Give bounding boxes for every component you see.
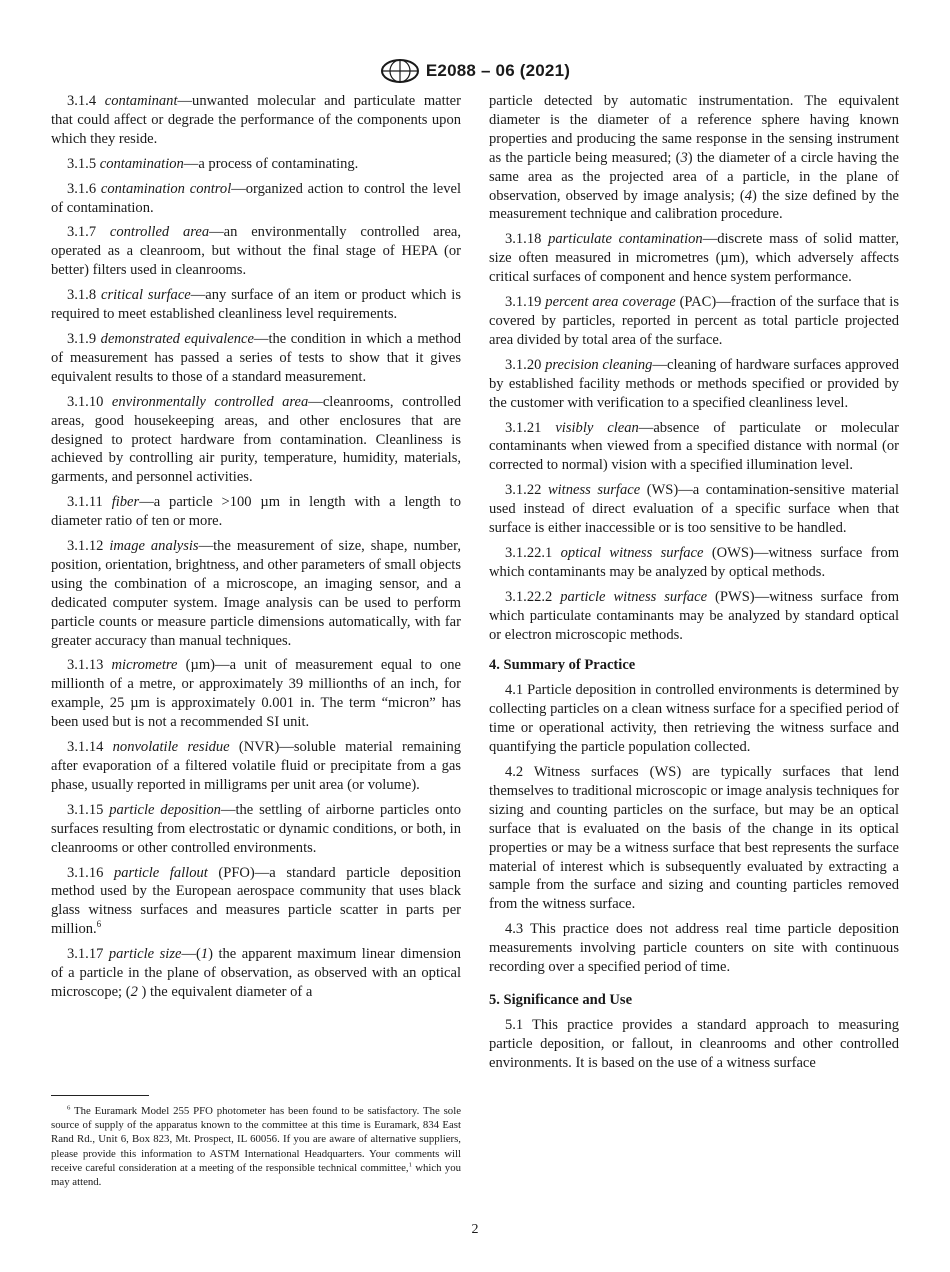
- definition-number: 3.1.9: [67, 330, 97, 347]
- definition-text: particle detected by automatic instrumentation. The equivalent diameter is the diameter of a reference sphere having known properties and producing the same response in the sensing instrument as the particle being measured; (: [489, 93, 899, 166]
- definition-text: —a process of contaminating.: [183, 155, 359, 172]
- definition-text: —the condition in which a method of measurement has passed a series of tests to show that it gives equivalent results to those of a standard measurement.: [51, 330, 461, 385]
- definition-term: optical witness surface: [560, 544, 704, 561]
- definition-number: 3.1.4: [67, 93, 97, 109]
- footnote-divider: [51, 1095, 149, 1096]
- definition-3-1-20: [489, 356, 899, 413]
- definition-term: contamination: [99, 155, 184, 172]
- item-number: 2: [130, 983, 138, 1000]
- definition-text: —cleanrooms, controlled areas, good housekeeping areas, and other enclosures that are designed to protect hardware from contamination. Cleanliness is achieved by controlling air purity, temperature, humidity, materials, garments, and personnel activities.: [51, 393, 462, 486]
- definition-text: (NVR)—soluble material remaining after evaporation of a filtered volatile fluid or precipitate from a gas phase, usually reported in milligrams per unit area (or volume).: [51, 739, 462, 793]
- footnote-ref: 1: [408, 1161, 412, 1169]
- definition-3-1-11: [51, 493, 461, 531]
- footnote-ref: 6: [96, 919, 102, 930]
- definition-3-1-14: [51, 738, 461, 795]
- definition-text: (PWS)—witness surface from which particulate contaminants may be analyzed by standard optical or electron microscopic methods.: [489, 588, 900, 643]
- paragraph: 4.2 Witness surfaces (WS) are typically surfaces that lend themselves to traditional microscopic or image analysis techniques for sizing and counting particles on the surface, but may be an optical surface that is evaluated on the basis of the change in its optical properties or may be a witness surface that best represents the surface material of interest which is subsequently evaluated by extracting a sample from the surface and sizing and counting particles removed from the witness surface.: [489, 764, 899, 913]
- definition-3-1-15: [51, 801, 461, 858]
- definition-3-1-6: [51, 180, 461, 218]
- paragraph: 4.1 Particle deposition in controlled environments is determined by collecting particles on a clean witness surface for a specified period of time or operational activity, then retrieving the witness surface and quantifying the particle population collected.: [489, 682, 899, 756]
- definition-3-1-17: [51, 945, 461, 1002]
- footnote-text: The Euramark Model 255 PFO photometer has been found to be satisfactory. The sole source of supply of the apparatus known to the committee at this time is Euramark, 834 East Rand Rd., Unit 6, Box 823, Mt. Prospect, IL 60056. If you are aware of alternative suppliers, please provide this information to ASTM International Headquarters. Your comments will receive careful consideration at a meeting of the responsible technical committee,: [51, 1105, 461, 1174]
- definition-text: —absence of particulate or molecular contaminants when viewed from a specified distance with normal (or corrected to normal) vision with a specified illumination level.: [489, 419, 899, 474]
- definition-text: (µm)—a unit of measurement equal to one millionth of a metre, or approximately 39 millionths of an inch, for example, 25 µm is approximately 0.001 in. The term “micron” has been used but is not a recommended SI unit.: [51, 657, 461, 731]
- definition-text: —unwanted molecular and particulate matter that could affect or degrade the performance of the components upon which they reside.: [51, 93, 461, 147]
- definition-3-1-12: [51, 537, 461, 650]
- definition-term: environmentally controlled area: [111, 393, 309, 410]
- definition-3-1-21: [489, 419, 899, 476]
- definition-number: 3.1.6: [67, 180, 97, 197]
- standard-designation: E2088 – 06 (2021): [425, 61, 571, 80]
- definition-number: 3.1.14: [67, 739, 104, 756]
- paragraph: 5.1 This practice provides a standard approach to measuring particle deposition, or fallout, in cleanrooms and other controlled environments. It is based on the use of a witness surface: [489, 1016, 899, 1071]
- paragraph: 4.3 This practice does not address real time particle deposition measurements involving particle counters on site with continuous recording over a specified period of time.: [489, 921, 899, 976]
- page-header: [0, 58, 950, 89]
- definition-term: contaminant: [104, 93, 178, 109]
- definition-3-1-10: [51, 393, 461, 488]
- definition-text: ) the size defined by the measurement technique and calibration procedure.: [489, 187, 899, 223]
- definition-3-1-16: [51, 864, 461, 940]
- definition-term: visibly clean: [555, 419, 639, 436]
- definition-number: 3.1.17: [67, 946, 104, 963]
- definition-text: —the measurement of size, shape, number, position, orientation, brightness, and other parameters of small objects using the combination of a microscope, an imaging sensor, and a dedicated computer system. Image analysis can be used to perform particle counts or measure particle dimensions automatically, with far greater accuracy than manual techniques.: [51, 538, 462, 649]
- definition-text: —organized action to control the level of contamination.: [51, 180, 461, 216]
- definition-term: micrometre: [111, 657, 178, 674]
- definition-3-1-7: [51, 223, 461, 280]
- definition-term: particle fallout: [113, 864, 208, 881]
- definition-number: 3.1.21: [505, 419, 542, 436]
- definition-number: 3.1.15: [67, 801, 104, 818]
- definition-term: contamination control: [100, 180, 232, 197]
- definition-text: —a particle >100 µm in length with a length to diameter ratio of ten or more.: [51, 494, 461, 530]
- definition-number: 3.1.13: [67, 657, 104, 674]
- definition-text: ) the apparent maximum linear dimension of a particle in the plane of observation, as observed with an optical microscope; (: [51, 946, 462, 1000]
- definition-text: —the settling of airborne particles onto surfaces resulting from electrostatic or dynamic conditions, or both, in cleanrooms or other controlled environments.: [51, 801, 461, 856]
- section-5-title: 5. Significance and Use: [489, 991, 633, 1008]
- definition-number: 3.1.11: [67, 494, 103, 511]
- definition-3-1-17-continued: [489, 92, 899, 224]
- footnote-marker: 6: [67, 1104, 71, 1112]
- definition-number: 3.1.5: [67, 155, 97, 172]
- definition-number: 3.1.7: [67, 224, 97, 241]
- definition-term: precision cleaning: [545, 356, 653, 373]
- definition-number: 3.1.20: [505, 356, 542, 373]
- footnote-text: which you may attend.: [51, 1161, 462, 1189]
- definition-text: (PAC)—fraction of the surface that is covered by particles, reported in percent as total particle projected area divided by total area of the surface.: [489, 294, 899, 348]
- left-column: [51, 92, 461, 1008]
- definition-term: witness surface: [547, 482, 641, 499]
- definition-term: fiber: [111, 494, 140, 511]
- definition-3-1-22-2: [489, 588, 899, 645]
- definition-number: 3.1.22: [505, 482, 542, 499]
- definition-text: —(: [181, 946, 201, 963]
- definition-term: particle size: [108, 946, 182, 963]
- definition-number: 3.1.10: [67, 393, 104, 410]
- definition-term: percent area coverage: [545, 294, 676, 311]
- definition-text: (PFO)—a standard particle deposition method used by the European aerospace community that uses black glass witness surfaces and measures particle scatter in parts per million.: [51, 864, 462, 938]
- section-4-title: 4. Summary of Practice: [489, 657, 636, 674]
- definition-term: nonvolatile residue: [112, 739, 230, 756]
- definition-text: (WS)—a contamination-sensitive material used instead of direct evaluation of a specific surface when that surface is either inaccessible or is too sensitive to be handled.: [489, 482, 899, 537]
- page-number: 2: [471, 1222, 479, 1237]
- item-number: 1: [200, 946, 209, 963]
- definition-term: particle witness surface: [560, 588, 708, 605]
- definition-text: —an environmentally controlled area, operated as a cleanroom, but without the final stage of HEPA (or better) filters used in cleanrooms.: [51, 224, 462, 279]
- definition-number: 3.1.22.1: [505, 544, 553, 561]
- astm-logo-icon: [380, 58, 420, 84]
- definition-term: controlled area: [109, 224, 210, 241]
- definition-3-1-5: [51, 155, 461, 174]
- item-number: 3: [680, 149, 688, 166]
- definition-3-1-22-1: [489, 544, 899, 582]
- definition-3-1-13: [51, 656, 461, 732]
- definition-text: —cleaning of hardware surfaces approved by established facility methods or methods specified or provided by the customer with verification to a specified cleanliness level.: [489, 356, 899, 411]
- definition-term: particle deposition: [109, 801, 221, 818]
- definition-term: demonstrated equivalence: [100, 330, 254, 347]
- definition-number: 3.1.8: [67, 287, 97, 304]
- definition-number: 3.1.19: [505, 294, 542, 311]
- definition-number: 3.1.18: [505, 231, 542, 248]
- definition-term: particulate contamination: [548, 231, 703, 248]
- definition-3-1-18: [489, 230, 899, 287]
- definition-term: image analysis: [109, 538, 199, 555]
- item-number: 4: [744, 187, 752, 204]
- definition-term: critical surface: [101, 287, 191, 304]
- definition-text: ) the equivalent diameter of a: [137, 983, 313, 1000]
- definition-3-1-19: [489, 293, 899, 350]
- definition-3-1-8: [51, 286, 461, 324]
- definition-text: —any surface of an item or product which is required to meet established cleanliness level requirements.: [51, 287, 461, 323]
- footnote-6: [51, 1104, 461, 1189]
- definition-3-1-4: [51, 92, 461, 149]
- right-column: [489, 92, 899, 1079]
- definition-text: —discrete mass of solid matter, size often measured in micrometres (µm), which adversely affects critical surfaces of component and hence system performance.: [489, 231, 900, 286]
- definition-3-1-9: [51, 330, 461, 387]
- definition-text: (OWS)—witness surface from which contaminants may be analyzed by optical methods.: [489, 544, 900, 580]
- definition-number: 3.1.12: [67, 538, 104, 555]
- definition-3-1-22: [489, 481, 899, 538]
- definition-number: 3.1.16: [67, 864, 104, 881]
- definition-text: ) the diameter of a circle having the same area as the projected area of a particle, in the plane of observation, observed by image analysis; (: [489, 149, 899, 204]
- definition-number: 3.1.22.2: [505, 588, 553, 605]
